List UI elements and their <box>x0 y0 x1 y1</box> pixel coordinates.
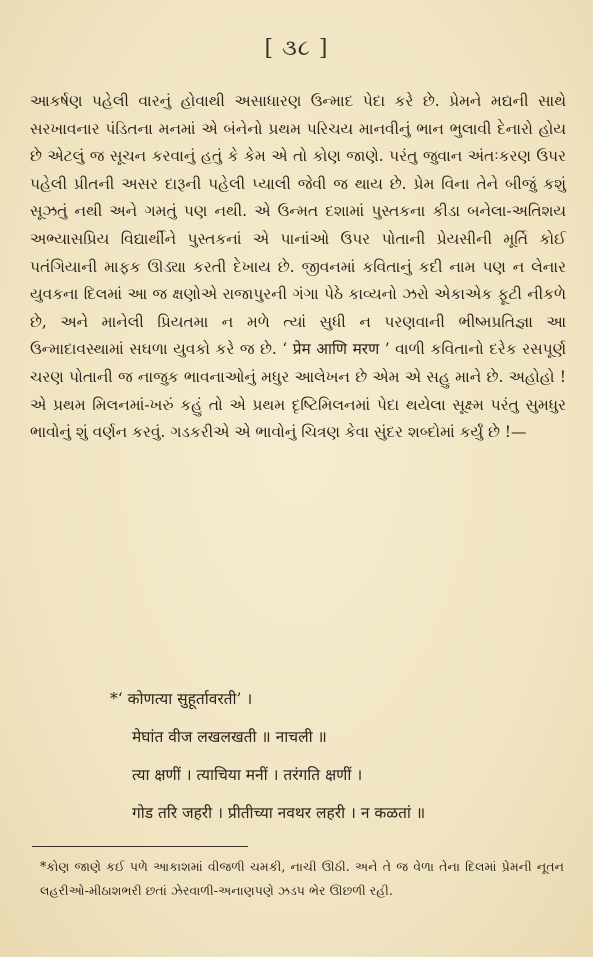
page-number: [ ૩૮ ] <box>264 36 329 61</box>
verse-line-2: मेघांत वीज लखलखती ॥ नाचली ॥ <box>132 728 327 746</box>
marathi-verse <box>110 680 550 832</box>
footnote-divider <box>32 846 248 847</box>
verse-line-4: गोड तरि जहरी । प्रीतीच्या नवथर लहरी । न कळतां ॥ <box>132 804 426 822</box>
verse-line-3: त्या क्षणीं । त्याचिया मनीं । तरंगति क्षणीं । <box>132 766 363 784</box>
verse-line-1: *‘ कोणत्या सुहूर्तावरती’ । <box>110 690 253 708</box>
main-paragraph-block <box>30 88 566 447</box>
footnote-text: *કોણ જાણે કઈ પળે આકાશમાં વીજળી ચમકી, નાચી ઊઠી. અને તે જ વેળા તેના દિલમાં પ્રેમની નૂતન લહરીઓ-મીઠાશભરી છતાં ઝેરવાળી-અનાણપણે ઝડપ ભેર ઊછળી રહી. <box>40 859 564 898</box>
main-paragraph: આકર્ષણ પહેલી વારનું હોવાથી અસાધારણ ઉન્માદ પેદા કરે છે. પ્રેમને મદ્યની સાથે સરખાવનાર પંડિતના મનમાં એ બંનેનો પ્રથમ પરિચય માનવીનું ભાન ભુલાવી દેનારો હોય છે એટલું જ સૂચન કરવાનું હતું કે કેમ એ તો કોણ જાણે. પરંતુ જુવાન અંતઃકરણ ઉપર પહેલી પ્રીતની અસર દારૂની પહેલી પ્યાલી જેવી જ થાય છે. પ્રેમ વિના તેને બીજું કશું સૂઝતું નથી અને ગમતું પણ નથી. એ ઉન્મત દશામાં પુસ્તકના કીડા બનેલા-અતિશય અભ્યાસપ્રિય વિદ્યાર્થીને પુસ્તકનાં એ પાનાંઓ ઉપર પોતાની પ્રેયસીની મૂર્તિ કોઈ પતંગિયાની માફક ઊડ્યા કરતી દેખાય છે. જીવનમાં કવિતાનું કદી નામ પણ ન લેનાર યુવકના દિલમાં આ જ ક્ષણોએ રાજાપુરની ગંગા પેઠે કાવ્યનો ઝરો એકાએક ફૂટી નીકળે છે, અને માનેલી પ્રિયતમા ન મળે ત્યાં સુધી ન પરણવાની ભીષ્મપ્રતિજ્ઞા આ ઉન્માદાવસ્થામાં સઘળા યુવકો કરે જ છે. ‘ प्रेम आणि मरण ’ વાળી કવિતાનો દરેક રસપૂર્ણ ચરણ પોતાની જ નાજુક ભાવનાઓનું મધુર આલેખન છે એમ એ સહુ માને છે. અહોહો ! એ પ્રથમ મિલનમાં-ખરું કહું તો એ પ્રથમ દૃષ્ટિમિલનમાં પેદા થયેલા સૂક્ષ્મ પરંતુ સુમધુર ભાવોનું શું વર્ણન કરવું. ગડકરીએ એ ભાવોનું ચિત્રણ કેવા સુંદર શબ્દોમાં કર્યું છે !— <box>30 92 566 442</box>
footnote-block <box>40 855 564 903</box>
